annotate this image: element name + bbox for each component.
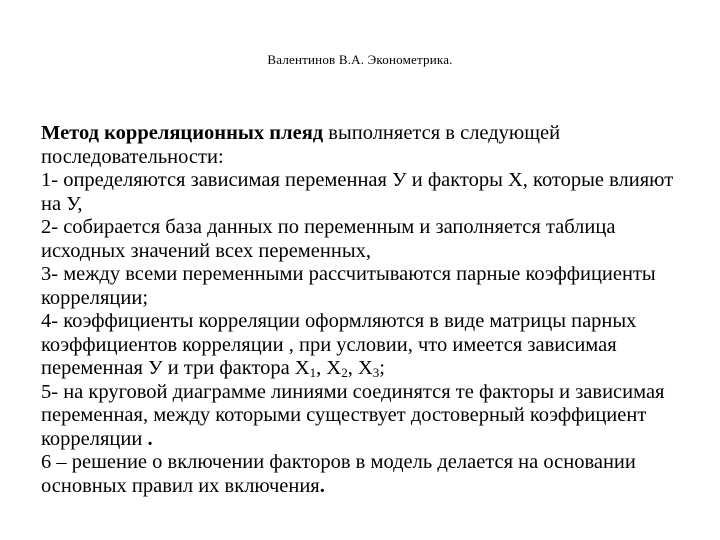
step-4-text: 4- коэффициенты корреляции оформляются в виде матрицы парных коэффициентов корреляции , при условии, что имеется зависимая переменная У и три фактора X: [41, 310, 637, 379]
step-4: [41, 310, 691, 381]
subscript-3: 3: [372, 365, 380, 380]
step-2: 2- собирается база данных по переменным и заполняется таблица исходных значений всех переменных,: [41, 216, 616, 262]
step-6-text: 6 – решение о включении факторов в модель делается на основании основных правил их включения: [41, 451, 636, 497]
step-1: 1- определяются зависимая переменная У и факторы X, которые влияют на У,: [41, 169, 674, 215]
step-5: [41, 381, 691, 452]
page-header: Валентинов В.А. Эконометрика.: [267, 52, 453, 67]
step-3: 3- между всеми переменными рассчитываются парные коэффициенты корреляции;: [41, 263, 656, 309]
step-4-sep-1: , X: [316, 357, 342, 379]
step-4-end: ;: [379, 357, 385, 379]
subscript-1: 1: [309, 365, 317, 380]
step-6: [41, 451, 691, 498]
document-body: [41, 122, 691, 498]
step-5-text: 5- на круговой диаграмме линиями соединятся те факторы и зависимая переменная, между которыми существует достоверный коэффициент корреляции: [41, 380, 665, 450]
step-6-end: .: [319, 474, 325, 497]
subscript-2: 2: [341, 365, 348, 380]
step-4-sep-2: , X: [347, 357, 373, 379]
intro-text: выполняется в следующей последовательности:: [41, 122, 561, 168]
intro-paragraph: [41, 122, 691, 169]
method-title: Метод корреляционных плеяд: [41, 122, 324, 144]
step-5-end: .: [142, 427, 153, 450]
